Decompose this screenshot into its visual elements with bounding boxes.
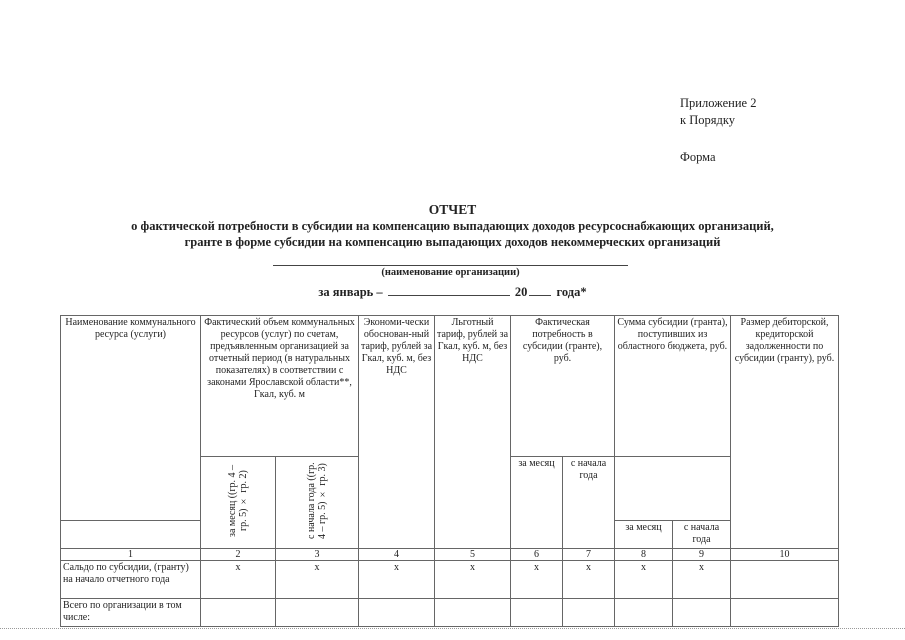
- column-number: 7: [563, 549, 615, 561]
- header-need-month: [201, 457, 276, 549]
- header-row-1: [61, 316, 839, 457]
- row-label: Всего по организации в том числе:: [61, 599, 201, 627]
- period-blank: [388, 285, 510, 296]
- column-number: 10: [731, 549, 839, 561]
- header-preferential-tariff: Льготный тариф, рублей за Гкал, куб. м, без НДС: [435, 316, 511, 549]
- header-received-year: с начала года: [563, 457, 615, 549]
- table-cell: [435, 599, 511, 627]
- form-label: Форма: [680, 150, 716, 164]
- table-cell: x: [563, 561, 615, 599]
- appendix-line-1: Приложение 2: [680, 96, 757, 110]
- header-volume-month: за месяц: [615, 521, 673, 549]
- column-number: 3: [276, 549, 359, 561]
- header-actual-volume: Фактический объем коммунальных ресурсов (услуг) по счетам, предъявленным организацией за отчетный период (в натуральных показателях) в соответствии с законами Ярославской области**, Гкал, куб. м: [201, 316, 359, 457]
- report-title: ОТЧЕТ: [428, 202, 477, 217]
- appendix-note: [680, 95, 756, 129]
- table-cell: [359, 599, 435, 627]
- table-cell: x: [673, 561, 731, 599]
- table-cell: [615, 599, 673, 627]
- header-need-year-text: с начала года ((гр. 4 – гр. 5) × гр. 3): [306, 462, 328, 539]
- report-period: [0, 285, 905, 300]
- period-suffix: года*: [556, 285, 587, 299]
- table-cell: [673, 599, 731, 627]
- subtitle-line-1: о фактической потребности в субсидии на компенсацию выпадающих доходов ресурсоснабжающих организаций,: [131, 219, 774, 233]
- organization-caption: (наименование организации): [381, 267, 520, 278]
- column-numbers-row: [61, 549, 839, 561]
- table-cell: x: [359, 561, 435, 599]
- table-cell: x: [276, 561, 359, 599]
- row-label: Сальдо по субсидии, (гранту) на начало отчетного года: [61, 561, 201, 599]
- header-actual-need: Фактическая потребность в субсидии (гранте), руб.: [511, 316, 615, 457]
- table-cell: [731, 599, 839, 627]
- table-cell: x: [615, 561, 673, 599]
- appendix-line-2: к Порядку: [680, 113, 735, 127]
- table-cell: [276, 599, 359, 627]
- period-year-prefix: 20: [514, 285, 528, 299]
- period-year-blank: [529, 285, 551, 296]
- header-need-month-text: за месяц ((гр. 4 – гр. 5) × гр. 2): [227, 464, 249, 537]
- table-cell: [201, 599, 276, 627]
- report-table: [60, 315, 839, 627]
- subtitle-line-2: гранте в форме субсидии на компенсацию выпадающих доходов некоммерческих организаций: [184, 235, 721, 249]
- column-number: 9: [673, 549, 731, 561]
- column-number: 1: [61, 549, 201, 561]
- header-resource: Наименование коммунального ресурса (услуги): [61, 316, 201, 521]
- table-cell: x: [201, 561, 276, 599]
- column-number: 4: [359, 549, 435, 561]
- period-prefix: за январь –: [318, 285, 383, 299]
- report-subtitle: [40, 218, 865, 250]
- column-number: 8: [615, 549, 673, 561]
- table-cell: x: [435, 561, 511, 599]
- column-number: 6: [511, 549, 563, 561]
- header-debt: Размер дебиторской, кредиторской задолженности по субсидии (гранту), руб.: [731, 316, 839, 549]
- table-cell: [563, 599, 615, 627]
- table-cell: x: [511, 561, 563, 599]
- organization-name-line: [273, 265, 628, 266]
- header-subsidy-received: Сумма субсидии (гранта), поступивших из областного бюджета, руб.: [615, 316, 731, 457]
- header-received-month: за месяц: [511, 457, 563, 549]
- table-row: [61, 599, 839, 627]
- table-cell: [511, 599, 563, 627]
- table-row: [61, 561, 839, 599]
- header-volume-year: с начала года: [673, 521, 731, 549]
- page-bottom-rule: [0, 628, 905, 629]
- header-resource-continued: [61, 521, 201, 549]
- column-number: 5: [435, 549, 511, 561]
- table-cell: [731, 561, 839, 599]
- header-economic-tariff: Экономи-чески обоснован-ный тариф, рублей за Гкал, куб. м, без НДС: [359, 316, 435, 549]
- column-number: 2: [201, 549, 276, 561]
- header-need-year: [276, 457, 359, 549]
